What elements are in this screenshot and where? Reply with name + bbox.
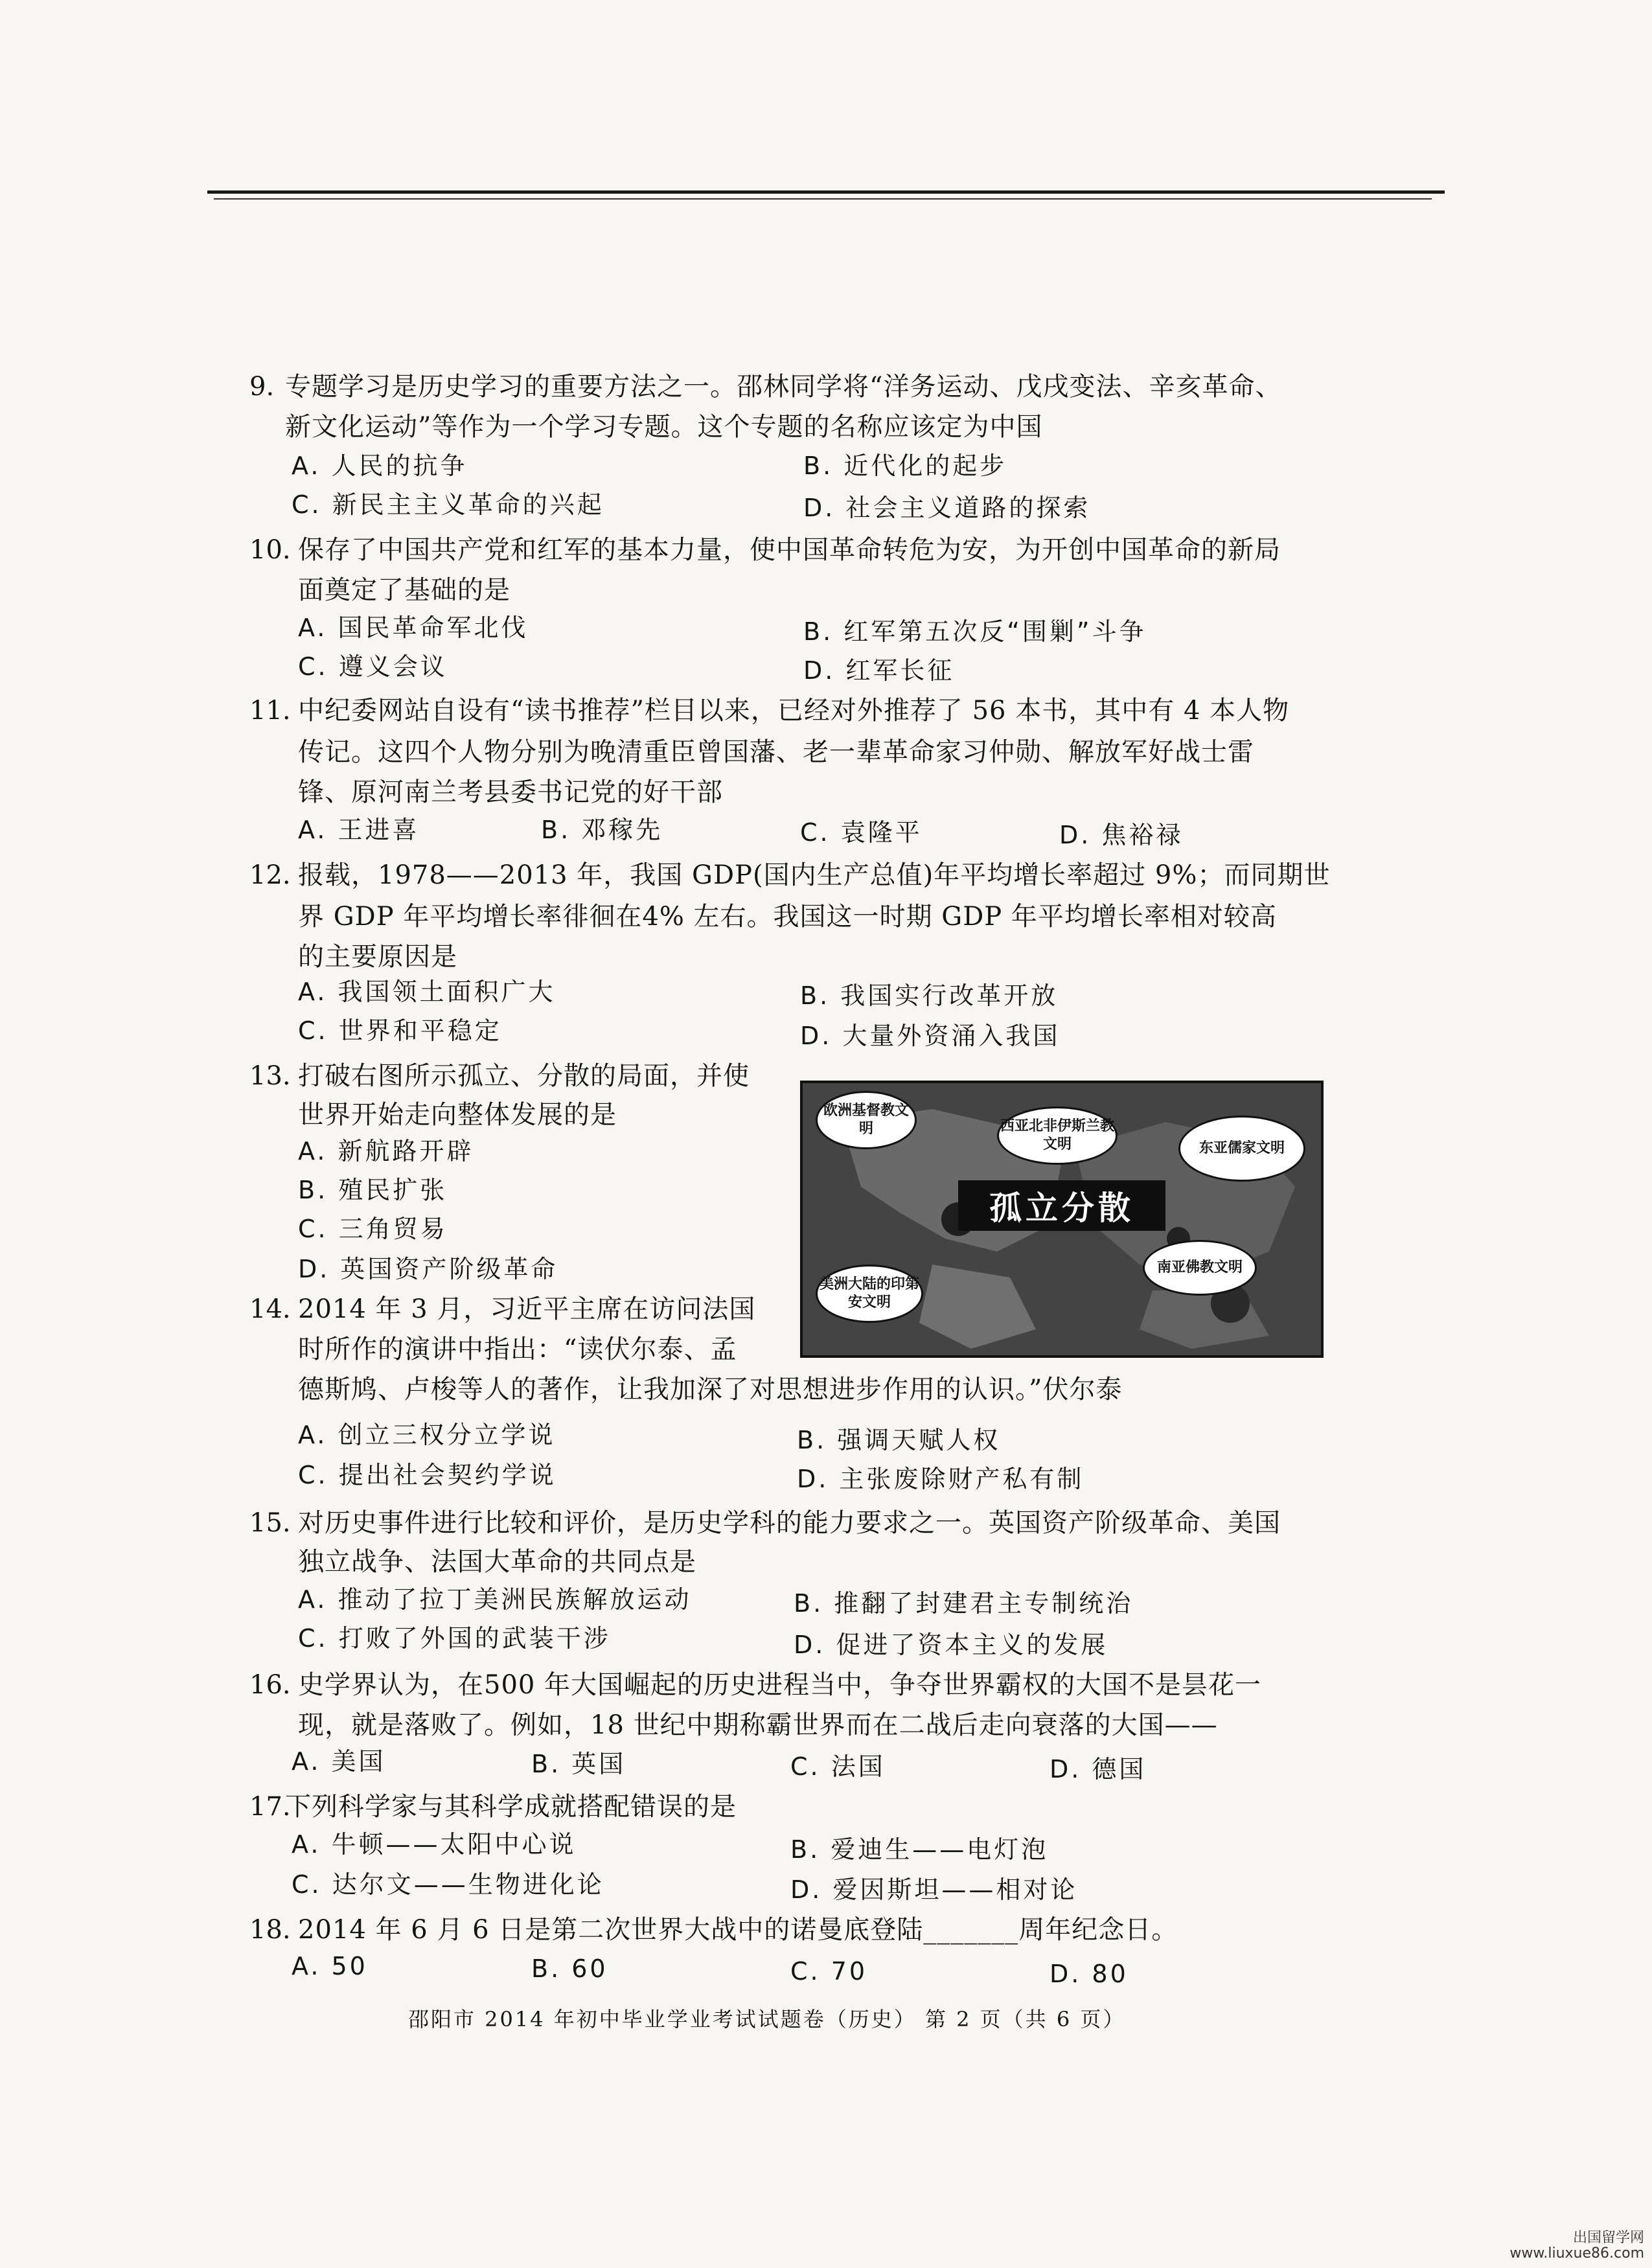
question-number: 14. xyxy=(249,1294,291,1324)
option-d: D. 80 xyxy=(1050,1960,1129,1988)
option-b: B. 邓稼先 xyxy=(541,816,663,844)
question-stem-line: 对历史事件进行比较和评价，是历史学科的能力要求之一。英国资产阶级革命、美国 xyxy=(298,1508,1281,1538)
option-c: C. 三角贸易 xyxy=(298,1215,448,1243)
question-stem-line: 的主要原因是 xyxy=(298,942,457,972)
question-stem-line: 德斯鸠、卢梭等人的著作，让我加深了对思想进步作用的认识。”伏尔泰 xyxy=(298,1375,1123,1404)
watermark-name: 出国留学网 xyxy=(1572,2230,1644,2246)
option-d: D. 大量外资涌入我国 xyxy=(800,1022,1061,1050)
option-d: D. 主张废除财产私有制 xyxy=(797,1465,1084,1493)
option-d: D. 促进了资本主义的发展 xyxy=(794,1631,1108,1659)
question-stem-line: 新文化运动”等作为一个学习专题。这个专题的名称应该定为中国 xyxy=(285,412,1043,442)
figure-banner: 孤立分散 xyxy=(958,1180,1165,1231)
option-a: A. 人民的抗争 xyxy=(292,452,468,480)
question-stem-line: 界 GDP 年平均增长率徘徊在4% 左右。我国这一时期 GDP 年平均增长率相对较高 xyxy=(298,902,1277,932)
option-b: B. 英国 xyxy=(531,1750,626,1778)
isolated-civilizations-figure xyxy=(800,1081,1324,1358)
option-c: C. 新民主主义革命的兴起 xyxy=(292,490,604,519)
bubble-south-asia: 南亚佛教文明 xyxy=(1143,1240,1257,1296)
option-b: B. 爱迪生——电灯泡 xyxy=(790,1835,1049,1864)
option-d: D. 红军长征 xyxy=(803,656,955,685)
question-stem-line: 世界开始走向整体发展的是 xyxy=(298,1100,617,1130)
option-b: B. 推翻了封建君主专制统治 xyxy=(794,1589,1134,1618)
option-c: C. 法国 xyxy=(790,1752,886,1781)
question-stem-line: 报载，1978——2013 年，我国 GDP(国内生产总值)年平均增长率超过 9%；而同期世 xyxy=(298,860,1331,890)
option-b: B. 我国实行改革开放 xyxy=(800,981,1059,1010)
question-stem-line: 史学界认为，在500 年大国崛起的历史进程当中，争夺世界霸权的大国不是昙花一 xyxy=(298,1670,1262,1700)
question-stem-line: 专题学习是历史学习的重要方法之一。邵林同学将“洋务运动、戊戌变法、辛亥革命、 xyxy=(285,372,1282,402)
question-stem-line: 时所作的演讲中指出：“读伏尔泰、孟 xyxy=(298,1334,737,1364)
question-number: 10. xyxy=(249,535,291,565)
option-a: A. 新航路开辟 xyxy=(298,1137,474,1165)
question-number: 17. xyxy=(249,1792,291,1822)
option-d: D. 社会主义道路的探索 xyxy=(803,494,1091,522)
option-b: B. 强调天赋人权 xyxy=(797,1426,1001,1454)
option-b: B. 红军第五次反“围剿”斗争 xyxy=(803,617,1147,646)
header-rule xyxy=(207,190,1445,194)
option-a: A. 美国 xyxy=(292,1747,386,1776)
bubble-europe: 欧洲基督教文明 xyxy=(816,1091,917,1149)
question-stem-line: 2014 年 6 月 6 日是第二次世界大战中的诺曼底登陆_______周年纪念日。 xyxy=(298,1915,1178,1945)
question-stem-line: 现，就是落败了。例如，18 世纪中期称霸世界而在二战后走向衰落的大国—— xyxy=(298,1710,1218,1740)
option-d: D. 德国 xyxy=(1050,1755,1147,1783)
question-number: 13. xyxy=(249,1061,291,1091)
question-number: 18. xyxy=(249,1915,291,1945)
question-stem-line: 2014 年 3 月，习近平主席在访问法国 xyxy=(298,1294,756,1324)
watermark xyxy=(1509,2230,1644,2262)
page-footer: 邵阳市 2014 年初中毕业学业考试试题卷（历史） 第 2 页（共 6 页） xyxy=(408,2007,1126,2032)
question-stem-line: 保存了中国共产党和红军的基本力量，使中国革命转危为安，为开创中国革命的新局 xyxy=(298,535,1281,565)
option-c: C. 遵义会议 xyxy=(298,652,448,681)
option-c: C. 袁隆平 xyxy=(800,818,923,847)
option-b: B. 近代化的起步 xyxy=(803,452,1007,480)
option-a: A. 牛顿——太阳中心说 xyxy=(292,1830,577,1859)
option-c: C. 达尔文——生物进化论 xyxy=(292,1870,604,1899)
watermark-url: www.liuxue86.com xyxy=(1509,2245,1644,2262)
option-a: A. 创立三权分立学说 xyxy=(298,1421,556,1449)
bubble-east-asia: 东亚儒家文明 xyxy=(1178,1116,1305,1182)
option-a: A. 国民革命军北伐 xyxy=(298,613,529,642)
question-number: 9. xyxy=(249,372,275,402)
option-d: D. 英国资产阶级革命 xyxy=(298,1255,558,1283)
option-b: B. 殖民扩张 xyxy=(298,1176,448,1204)
option-a: A. 推动了拉丁美洲民族解放运动 xyxy=(298,1585,692,1614)
question-stem-line: 锋、原河南兰考县委书记党的好干部 xyxy=(298,777,723,807)
question-number: 15. xyxy=(249,1508,291,1538)
header-rule-thin xyxy=(214,198,1432,200)
question-number: 16. xyxy=(249,1670,291,1700)
question-stem-line: 下列科学家与其科学成就搭配错误的是 xyxy=(285,1792,737,1822)
question-stem-line: 中纪委网站自设有“读书推荐”栏目以来，已经对外推荐了 56 本书，其中有 4 本人物 xyxy=(298,696,1290,726)
question-number: 11. xyxy=(249,696,291,726)
question-stem-line: 传记。这四个人物分别为晚清重臣曾国藩、老一辈革命家习仲勋、解放军好战士雷 xyxy=(298,737,1254,767)
question-number: 12. xyxy=(249,860,291,890)
option-a: A. 我国领土面积广大 xyxy=(298,978,556,1006)
question-stem-line: 打破右图所示孤立、分散的局面，并使 xyxy=(298,1061,750,1091)
bubble-americas: 美洲大陆的印第安文明 xyxy=(816,1265,923,1323)
option-d: D. 爱因斯坦——相对论 xyxy=(790,1875,1078,1904)
option-a: A. 王进喜 xyxy=(298,816,420,844)
bubble-west-asia: 西亚北非伊斯兰教文明 xyxy=(997,1106,1118,1165)
option-c: C. 提出社会契约学说 xyxy=(298,1461,556,1489)
option-c: C. 世界和平稳定 xyxy=(298,1016,502,1045)
question-stem-line: 面奠定了基础的是 xyxy=(298,575,511,605)
option-c: C. 打败了外国的武装干涉 xyxy=(298,1624,611,1653)
option-a: A. 50 xyxy=(292,1952,368,1980)
option-c: C. 70 xyxy=(790,1957,868,1986)
option-b: B. 60 xyxy=(531,1954,608,1983)
option-d: D. 焦裕禄 xyxy=(1059,821,1184,849)
question-stem-line: 独立战争、法国大革命的共同点是 xyxy=(298,1547,696,1577)
